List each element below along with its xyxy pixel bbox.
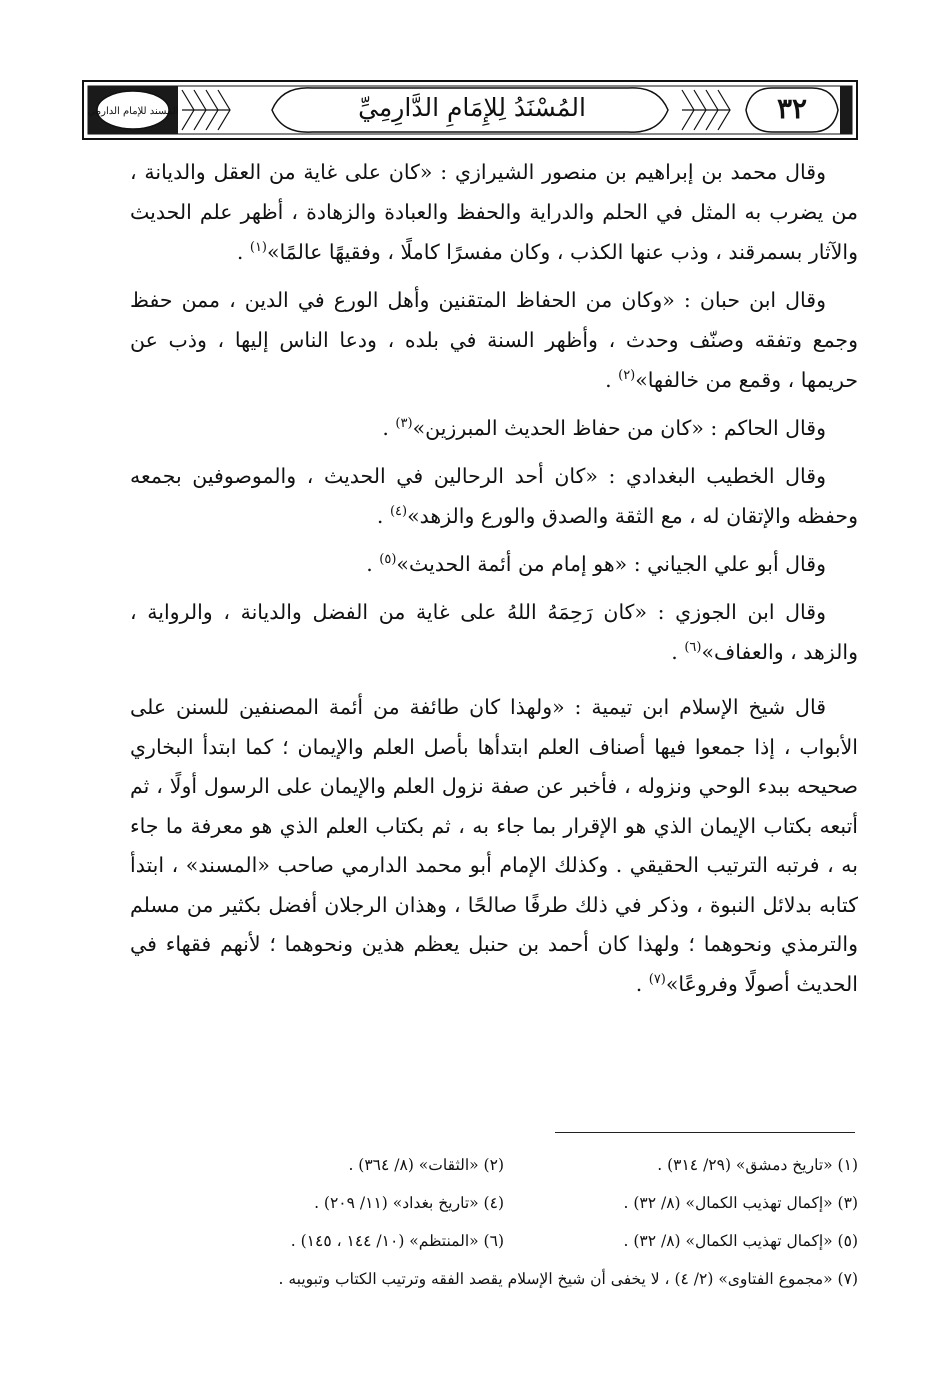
page-number: ٣٢	[776, 92, 808, 125]
footnote-3: (٣) «إكمال تهذيب الكمال» (٨/ ٣٢) .	[623, 1194, 858, 1212]
paragraph-text: وقال ابن حبان : «وكان من الحفاظ المتقنين وأهل الورع في الدين ، ممن حفظ وجمع وتفقه وصنّف وحدث ، وأظهر السنة في بلده ، ودعا الناس إليها ، وذب عن حريمها ، وقمع من خالفها»	[130, 288, 858, 392]
period: .	[605, 368, 619, 392]
period: .	[366, 552, 380, 576]
paragraph-shirazi	[130, 152, 858, 272]
footnote-row	[150, 1184, 858, 1222]
paragraph-ibn-hibban	[130, 280, 858, 400]
footnote-2: (٢) «الثقات» (٨/ ٣٦٤) .	[348, 1156, 504, 1174]
paragraph-text: وقال ابن الجوزي : «كان رَحِمَهُ اللهُ على غاية من الفضل والديانة ، والرواية ، والزهد ، والعفاف»	[130, 600, 858, 664]
footnote-ref: (٦)	[684, 640, 702, 656]
paragraph-jayyani	[130, 544, 858, 584]
footnote-row	[150, 1222, 858, 1260]
period: .	[671, 640, 685, 664]
running-title: المُسْنَدُ لِلإِمَامِ الدَّارِمِيِّ	[358, 93, 586, 122]
period: .	[376, 504, 390, 528]
period: .	[382, 416, 396, 440]
footnote-ref: (١)	[249, 240, 267, 256]
period: .	[635, 971, 649, 996]
footnote-5: (٥) «إكمال تهذيب الكمال» (٨/ ٣٢) .	[623, 1232, 858, 1250]
footnote-ref: (٧)	[648, 971, 666, 987]
footnote-1: (١) «تاريخ دمشق» (٢٩/ ٣١٤) .	[657, 1156, 858, 1174]
footnote-7: (٧) «مجموع الفتاوى» (٢/ ٤) ، لا يخفى أن شيخ الإسلام يقصد الفقه وترتيب الكتاب وتبويبه .	[278, 1270, 858, 1288]
footnote-ref: (٣)	[395, 416, 413, 432]
main-text	[130, 152, 858, 1004]
paragraph-text: قال شيخ الإسلام ابن تيمية : «ولهذا كان طائفة من أئمة المصنفين للسنن على الأبواب ، إذا جمعوا فيها أصناف العلم ابتدأها بأصل العلم والإيمان ؛ كما ابتدأ البخاري صحيحه ببدء الوحي ونزوله ، فأخبر عن صفة نزول العلم والإيمان على الرسول أولًا ، ثم أتبعه بكتاب الإيمان الذي هو الإقرار بما جاء به ، ثم بكتاب العلم الذي هو معرفة ما جاء به ، فرتبه الترتيب الحقيقي . وكذلك الإمام أبو محمد الدارمي صاحب «المسند» ، ابتدأ كتابه بدلائل النبوة ، وذكر في ذلك طرفًا صالحًا ، وهذان الرجلان أفضل بكثير من مسلم والترمذي ونحوهما ؛ ولهذا كان أحمد بن حنبل يعظم هذين ونحوهما ؛ لأنهم فقهاء في الحديث أصولًا وفروعًا»	[130, 695, 858, 996]
footnote-6: (٦) «المنتظم» (١٠/ ١٤٤ ، ١٤٥) .	[290, 1232, 504, 1250]
running-header	[82, 80, 858, 140]
paragraph-khatib	[130, 456, 858, 536]
paragraph-text: وقال أبو علي الجياني : «هو إمام من أئمة الحديث»	[396, 552, 826, 576]
paragraph-ibn-taymiyya	[130, 688, 858, 1004]
period: .	[236, 240, 250, 264]
medallion-text: المسند للإمام الدارمي	[87, 106, 179, 117]
paragraph-ibn-jawzi	[130, 592, 858, 672]
footnote-ref: (٢)	[618, 368, 636, 384]
footnote-separator	[555, 1132, 855, 1133]
paragraph-hakim	[130, 408, 858, 448]
footnote-ref: (٤)	[389, 504, 408, 520]
footnotes	[150, 1146, 858, 1298]
paragraph-text: وقال محمد بن إبراهيم بن منصور الشيرازي : «كان على غاية من العقل والديانة ، من يضرب به المثل في الحلم والدراية والحفظ والعبادة والزهادة ، أظهر علم الحديث والآثار بسمرقند ، وذب عنها الكذب ، وكان مفسرًا كاملًا ، وفقيهًا عالمًا»	[130, 160, 858, 264]
paragraph-text: وقال الحاكم : «كان من حفاظ الحديث المبرزين»	[412, 416, 826, 440]
footnote-ref: (٥)	[379, 552, 397, 568]
paragraph-text: وقال الخطيب البغدادي : «كان أحد الرحالين في الحديث ، والموصوفين بجمعه وحفظه والإتقان له ، مع الثقة والصدق والورع والزهد»	[130, 464, 858, 528]
footnote-4: (٤) «تاريخ بغداد» (١١/ ٢٠٩) .	[314, 1194, 504, 1212]
footnote-row	[150, 1146, 858, 1184]
